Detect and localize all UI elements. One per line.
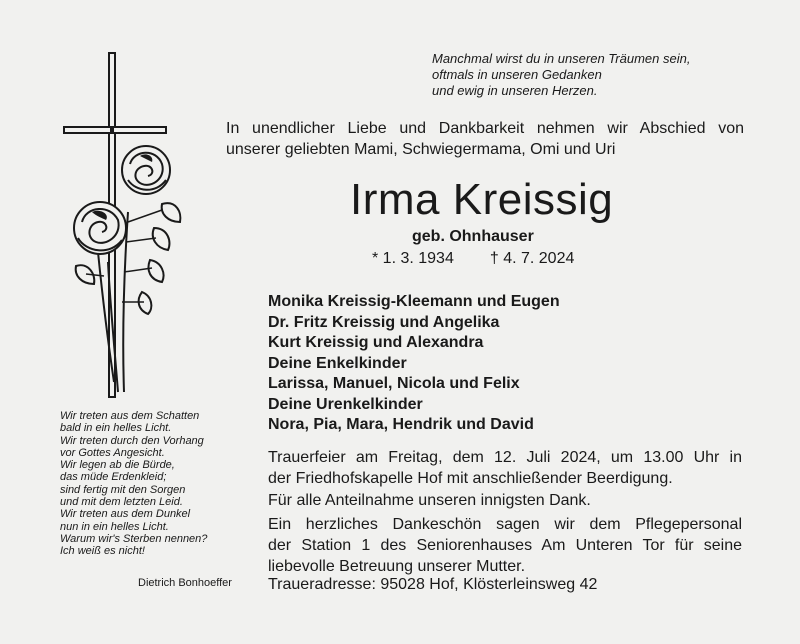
poem-line: sind fertig mit den Sorgen [60,483,186,496]
poem-line: Ich weiß es nicht! [60,545,145,558]
poem [60,410,207,558]
poem-line: Wir legen ab die Bürde, [60,459,175,472]
thanks-line: Für alle Anteilnahme unseren innigsten Dank. [268,492,591,509]
family-line: Deine Enkelkinder [268,354,407,372]
life-dates [372,250,574,268]
poem-line: und mit dem letzten Leid. [60,496,183,509]
funeral-line: Trauerfeier am Freitag, dem 12. Juli 2024, um 13.00 Uhr in [268,449,742,466]
thanks-text [268,490,742,511]
family-line: Kurt Kreissig und Alexandra [268,334,484,351]
intro-line: In unendlicher Liebe und Dankbarkeit nehmen wir Abschied von [226,120,744,137]
staff-thanks-line: liebevolle Betreuung unserer Mutter. [268,558,526,575]
motto-line: Manchmal wirst du in unseren Träumen sein, [432,51,691,66]
family-line: Dr. Fritz Kreissig und Angelika [268,313,500,331]
family-line: Deine Urenkelkinder [268,395,423,413]
deceased-name: Irma Kreissig [350,175,614,224]
family-list [268,292,560,436]
family-line: Monika Kreissig-Kleemann und Eugen [268,293,560,310]
poem-line: Wir treten aus dem Dunkel [60,508,191,521]
intro-line: unserer geliebten Mami, Schwiegermama, Omi und Uri [226,141,616,158]
birth-date: * 1. 3. 1934 [372,250,454,267]
family-line: Nora, Pia, Mara, Hendrik und David [268,416,534,433]
funeral-info [268,447,742,489]
poem-line: Wir treten durch den Vorhang [60,434,204,447]
poem-line: vor Gottes Angesicht. [60,446,165,459]
poem-line: nun in ein helles Licht. [60,520,169,533]
cross-with-roses-icon [58,52,198,398]
maiden-name: geb. Ohnhauser [412,228,534,245]
death-date: † 4. 7. 2024 [489,250,575,267]
motto-quote [432,51,690,99]
staff-thanks-line: Ein herzliches Dankeschön sagen wir dem Pflegepersonal [268,516,742,533]
poem-author: Dietrich Bonhoeffer [138,577,232,589]
motto-line: und ewig in unseren Herzen. [432,83,598,98]
funeral-line: der Friedhofskapelle Hof mit anschließender Beerdigung. [268,470,673,487]
poem-line: bald in ein helles Licht. [60,422,172,435]
staff-thanks-line: der Station 1 des Seniorenhauses Am Unteren Tor für seine [268,537,742,554]
intro-text [226,118,744,160]
poem-line: Wir treten aus dem Schatten [60,410,200,422]
motto-line: oftmals in unseren Gedanken [432,67,602,82]
address-line: Traueradresse: 95028 Hof, Klösterleinsweg 42 [268,576,598,593]
family-line: Larissa, Manuel, Nicola und Felix [268,375,520,392]
poem-line: das müde Erdenkleid; [60,471,167,484]
staff-thanks [268,514,742,577]
mourning-address [268,574,742,595]
poem-line: Warum wir's Sterben nennen? [60,532,208,545]
